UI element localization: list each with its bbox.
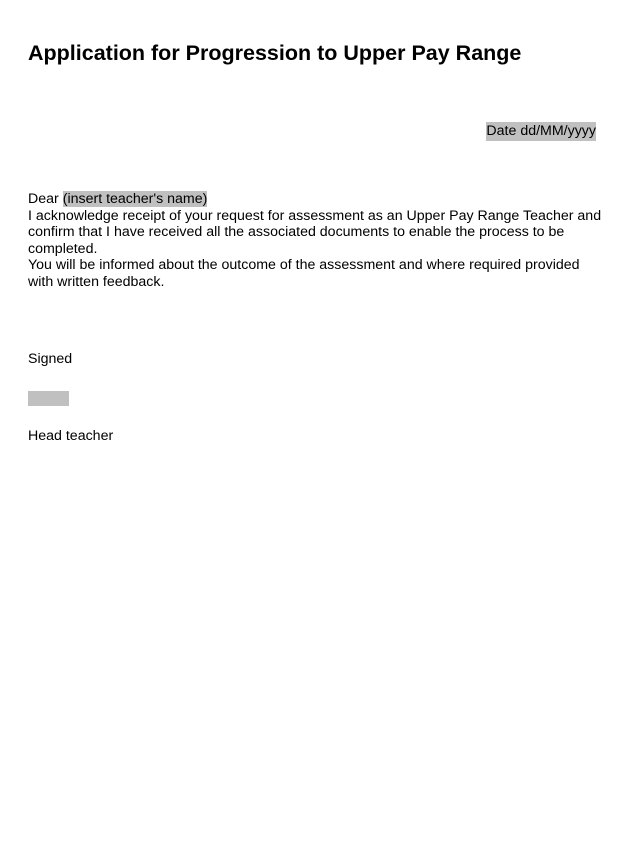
document-title: Application for Progression to Upper Pay Range (28, 41, 522, 65)
paragraph-acknowledgement: I acknowledge receipt of your request for assessment as an Upper Pay Range Teacher and confirm that I have received all the associated documents to enable the process to be completed. (28, 207, 602, 257)
salutation: Dear (28, 191, 59, 207)
role-label: Head teacher (28, 428, 114, 444)
paragraph-outcome: You will be informed about the outcome of the assessment and where required provided with written feedback. (28, 257, 580, 290)
date-field[interactable]: Date dd/MM/yyyy (486, 123, 596, 139)
salutation-line (28, 191, 604, 208)
signature-field[interactable] (28, 391, 69, 406)
recipient-name-field[interactable]: (insert teacher's name) (62, 191, 208, 207)
signed-label: Signed (28, 351, 73, 367)
letter-body (28, 191, 604, 291)
